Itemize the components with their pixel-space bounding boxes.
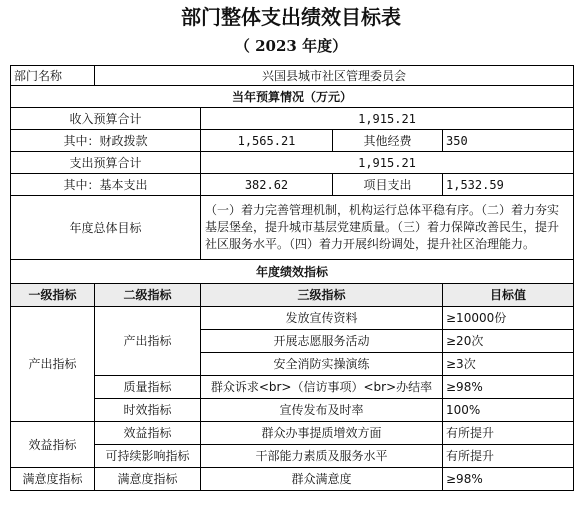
year-subtitle: （ 2023 年度） [234,37,348,55]
target-value: 100% [443,399,574,422]
other-funds-label: 其他经费 [333,130,443,152]
dept-label: 部门名称 [11,66,95,86]
overall-goal-label: 年度总体目标 [11,196,201,260]
project-expense-value: 1,532.59 [443,174,574,196]
l2-quality: 质量指标 [95,376,201,399]
basic-expense-value: 382.62 [201,174,333,196]
income-total-label: 收入预算合计 [11,108,201,130]
l3-indicator: 群众办事提质增效方面 [201,422,443,445]
l2-timeliness: 时效指标 [95,399,201,422]
l3-indicator: 安全消防实操演练 [201,353,443,376]
l3-indicator: 群众诉求<br>（信访事项）<br>办结率 [201,376,443,399]
l3-indicator: 群众满意度 [201,468,443,491]
income-total-value: 1,915.21 [201,108,574,130]
target-value: ≥98% [443,376,574,399]
fiscal-value: 1,565.21 [201,130,333,152]
expense-total-value: 1,915.21 [201,152,574,174]
expense-total-label: 支出预算合计 [11,152,201,174]
header-level2: 二级指标 [95,284,201,307]
l1-output: 产出指标 [11,307,95,422]
header-level3: 三级指标 [201,284,443,307]
perf-section-title: 年度绩效指标 [11,260,574,284]
l3-indicator: 开展志愿服务活动 [201,330,443,353]
l1-benefit: 效益指标 [11,422,95,468]
l2-output: 产出指标 [95,307,201,376]
overall-goal-text: （一）着力完善管理机制，机构运行总体平稳有序。（二）着力夯实基层堡垒，提升城市基层党建质量。（三）着力保障改善民生，提升社区服务水平。（四）着力开展纠纷调处，提升社区治理能力。 [201,196,574,260]
fiscal-label: 其中：财政拨款 [11,130,201,152]
l1-satisfaction: 满意度指标 [11,468,95,491]
header-level1: 一级指标 [11,284,95,307]
page-title: 部门整体支出绩效目标表 [181,5,401,29]
header-target: 目标值 [443,284,574,307]
l2-benefit: 效益指标 [95,422,201,445]
l3-indicator: 宣传发布及时率 [201,399,443,422]
basic-expense-label: 其中：基本支出 [11,174,201,196]
target-value: ≥10000份 [443,307,574,330]
l2-sustainability: 可持续影响指标 [95,445,201,468]
target-value: 有所提升 [443,445,574,468]
budget-section-title: 当年预算情况（万元） [11,86,574,108]
l2-satisfaction: 满意度指标 [95,468,201,491]
l3-indicator: 干部能力素质及服务水平 [201,445,443,468]
target-value: 有所提升 [443,422,574,445]
performance-target-table [10,65,574,491]
target-value: ≥20次 [443,330,574,353]
l3-indicator: 发放宣传资料 [201,307,443,330]
dept-value: 兴国县城市社区管理委员会 [95,66,574,86]
target-value: ≥98% [443,468,574,491]
other-funds-value: 350 [443,130,574,152]
target-value: ≥3次 [443,353,574,376]
project-expense-label: 项目支出 [333,174,443,196]
